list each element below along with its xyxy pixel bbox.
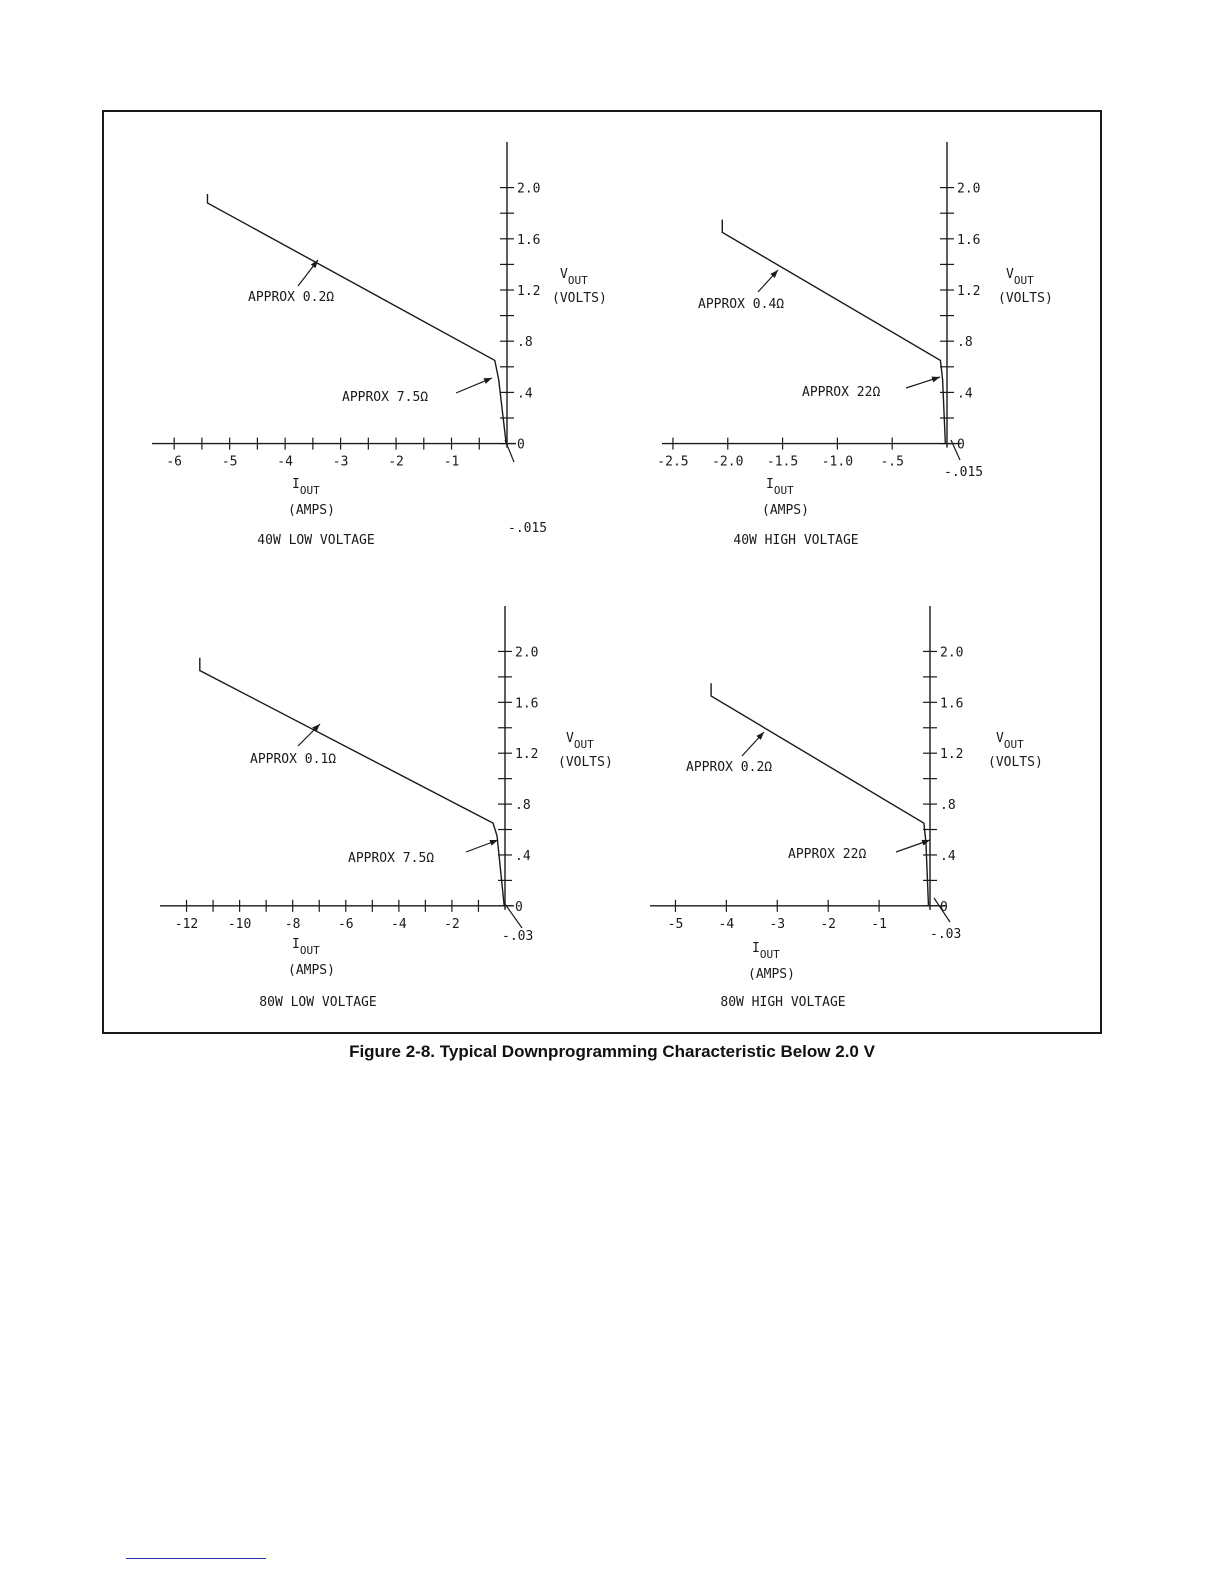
y-tick-label: .4	[517, 386, 533, 402]
x-tick-label: -4	[718, 916, 735, 932]
y-tick-label: 1.6	[517, 232, 541, 248]
annotation-intercept: -.03	[502, 929, 534, 944]
y-tick-label: 0	[940, 899, 948, 915]
annotation-steep: APPROX 7.5Ω	[342, 390, 429, 405]
annotation-slope: APPROX 0.1Ω	[250, 752, 337, 767]
x-tick-label: -2	[820, 916, 837, 932]
x-tick-label: -2.5	[657, 454, 689, 470]
x-axis-title-sub: OUT	[773, 484, 794, 497]
x-tick-label: -4	[391, 916, 407, 932]
y-axis-units: (VOLTS)	[998, 291, 1053, 306]
panel-title: 80W HIGH VOLTAGE	[720, 995, 846, 1010]
annotation-steep-arrow	[466, 840, 498, 852]
annotation-intercept: -.015	[944, 465, 984, 480]
x-tick-label: -8	[284, 916, 301, 932]
panel-40w-low-voltage	[152, 142, 607, 548]
y-axis-units: (VOLTS)	[552, 291, 607, 306]
x-tick-label: -1	[871, 916, 887, 932]
panel-title: 80W LOW VOLTAGE	[259, 995, 377, 1010]
figure-caption: Figure 2-8. Typical Downprogramming Characteristic Below 2.0 V	[349, 1042, 875, 1061]
y-axis-title: $V_{OUT}$	[560, 267, 588, 287]
annotation-steep-arrow	[906, 377, 940, 388]
y-tick-label: 0	[515, 899, 523, 915]
panel-title: 40W LOW VOLTAGE	[257, 533, 375, 548]
annotation-slope: APPROX 0.2Ω	[248, 290, 335, 305]
x-tick-label: -2.0	[712, 454, 744, 470]
x-axis-units: (AMPS)	[288, 963, 335, 978]
x-tick-label: -12	[174, 916, 199, 932]
y-axis-units: (VOLTS)	[988, 755, 1043, 770]
x-axis-title-sub: OUT	[299, 484, 320, 497]
x-axis-title: $I_{OUT}$	[292, 937, 320, 957]
annotation-slope-arrow	[742, 732, 764, 756]
y-axis-title-sub: OUT	[567, 274, 588, 287]
y-tick-label: .8	[517, 335, 533, 351]
annotation-steep: APPROX 22Ω	[788, 847, 867, 862]
y-tick-label: 1.6	[940, 696, 964, 712]
y-tick-label: .4	[940, 848, 956, 864]
x-axis-title: $I_{OUT}$	[766, 477, 794, 497]
annotation-steep: APPROX 22Ω	[802, 385, 881, 400]
series-line	[722, 220, 945, 444]
y-tick-label: 2.0	[940, 645, 964, 661]
x-axis-units: (AMPS)	[762, 503, 809, 518]
panel-80w-high-voltage	[650, 606, 1043, 1010]
x-tick-label: -5	[221, 454, 238, 470]
x-tick-label: -2	[388, 454, 404, 470]
annotation-slope: APPROX 0.4Ω	[698, 297, 785, 312]
x-tick-label: -1.0	[821, 454, 854, 470]
annotation-steep-arrow	[456, 378, 492, 393]
annotation-slope: APPROX 0.2Ω	[686, 760, 773, 775]
x-tick-label: -6	[166, 454, 183, 470]
x-tick-label: -4	[277, 454, 293, 470]
y-tick-label: 1.6	[515, 696, 539, 712]
annotation-slope-arrow	[298, 260, 318, 286]
y-tick-label: 2.0	[515, 645, 539, 661]
annotation-slope-arrow	[758, 270, 778, 292]
x-axis-title: $I_{OUT}$	[292, 477, 320, 497]
y-axis-title: $V_{OUT}$	[1006, 267, 1034, 287]
y-tick-label: .8	[515, 798, 531, 814]
y-axis-title-sub: OUT	[573, 738, 594, 751]
annotation-intercept: -.015	[508, 521, 548, 536]
y-tick-label: 1.2	[515, 747, 539, 763]
x-tick-label: -1.5	[766, 454, 799, 470]
series-line	[200, 658, 504, 906]
y-axis-title-sub: OUT	[1003, 738, 1024, 751]
y-tick-label: .8	[957, 335, 973, 351]
x-tick-label: -3	[332, 454, 349, 470]
series-line	[207, 194, 506, 444]
x-tick-label: -10	[227, 916, 252, 932]
annotation-steep: APPROX 7.5Ω	[348, 851, 435, 866]
x-axis-units: (AMPS)	[748, 967, 795, 982]
annotation-intercept: -.03	[930, 927, 962, 942]
y-axis-units: (VOLTS)	[558, 755, 613, 770]
y-tick-label: .8	[940, 798, 956, 814]
x-tick-label: -.5	[880, 454, 904, 470]
series-line	[711, 683, 928, 906]
panel-title: 40W HIGH VOLTAGE	[733, 533, 859, 548]
y-axis-title: $V_{OUT}$	[996, 731, 1024, 751]
y-tick-label: 2.0	[517, 181, 541, 197]
x-axis-units: (AMPS)	[288, 503, 335, 518]
y-tick-label: 1.2	[957, 284, 981, 299]
annotation-steep-arrow	[896, 840, 930, 852]
x-axis-title-sub: OUT	[299, 944, 320, 957]
y-tick-label: 2.0	[957, 181, 981, 197]
x-tick-label: -2	[444, 916, 460, 932]
panel-40w-high-voltage	[657, 142, 1052, 548]
panel-80w-low-voltage	[160, 606, 613, 1010]
y-tick-label: 0	[517, 437, 525, 453]
footer-rule	[126, 1558, 266, 1559]
x-axis-title-sub: OUT	[759, 948, 780, 961]
x-tick-label: -3	[769, 916, 786, 932]
x-tick-label: -6	[337, 916, 354, 932]
y-tick-label: 1.2	[517, 284, 541, 299]
y-tick-label: 1.2	[940, 747, 964, 763]
y-axis-title-sub: OUT	[1013, 274, 1034, 287]
y-tick-label: .4	[515, 848, 531, 864]
y-tick-label: .4	[957, 386, 973, 402]
y-tick-label: 1.6	[957, 232, 981, 248]
x-tick-label: -5	[667, 916, 684, 932]
y-tick-label: 0	[957, 437, 965, 453]
x-axis-title: $I_{OUT}$	[752, 941, 780, 961]
x-tick-label: -1	[443, 454, 460, 470]
y-axis-title: $V_{OUT}$	[566, 731, 594, 751]
